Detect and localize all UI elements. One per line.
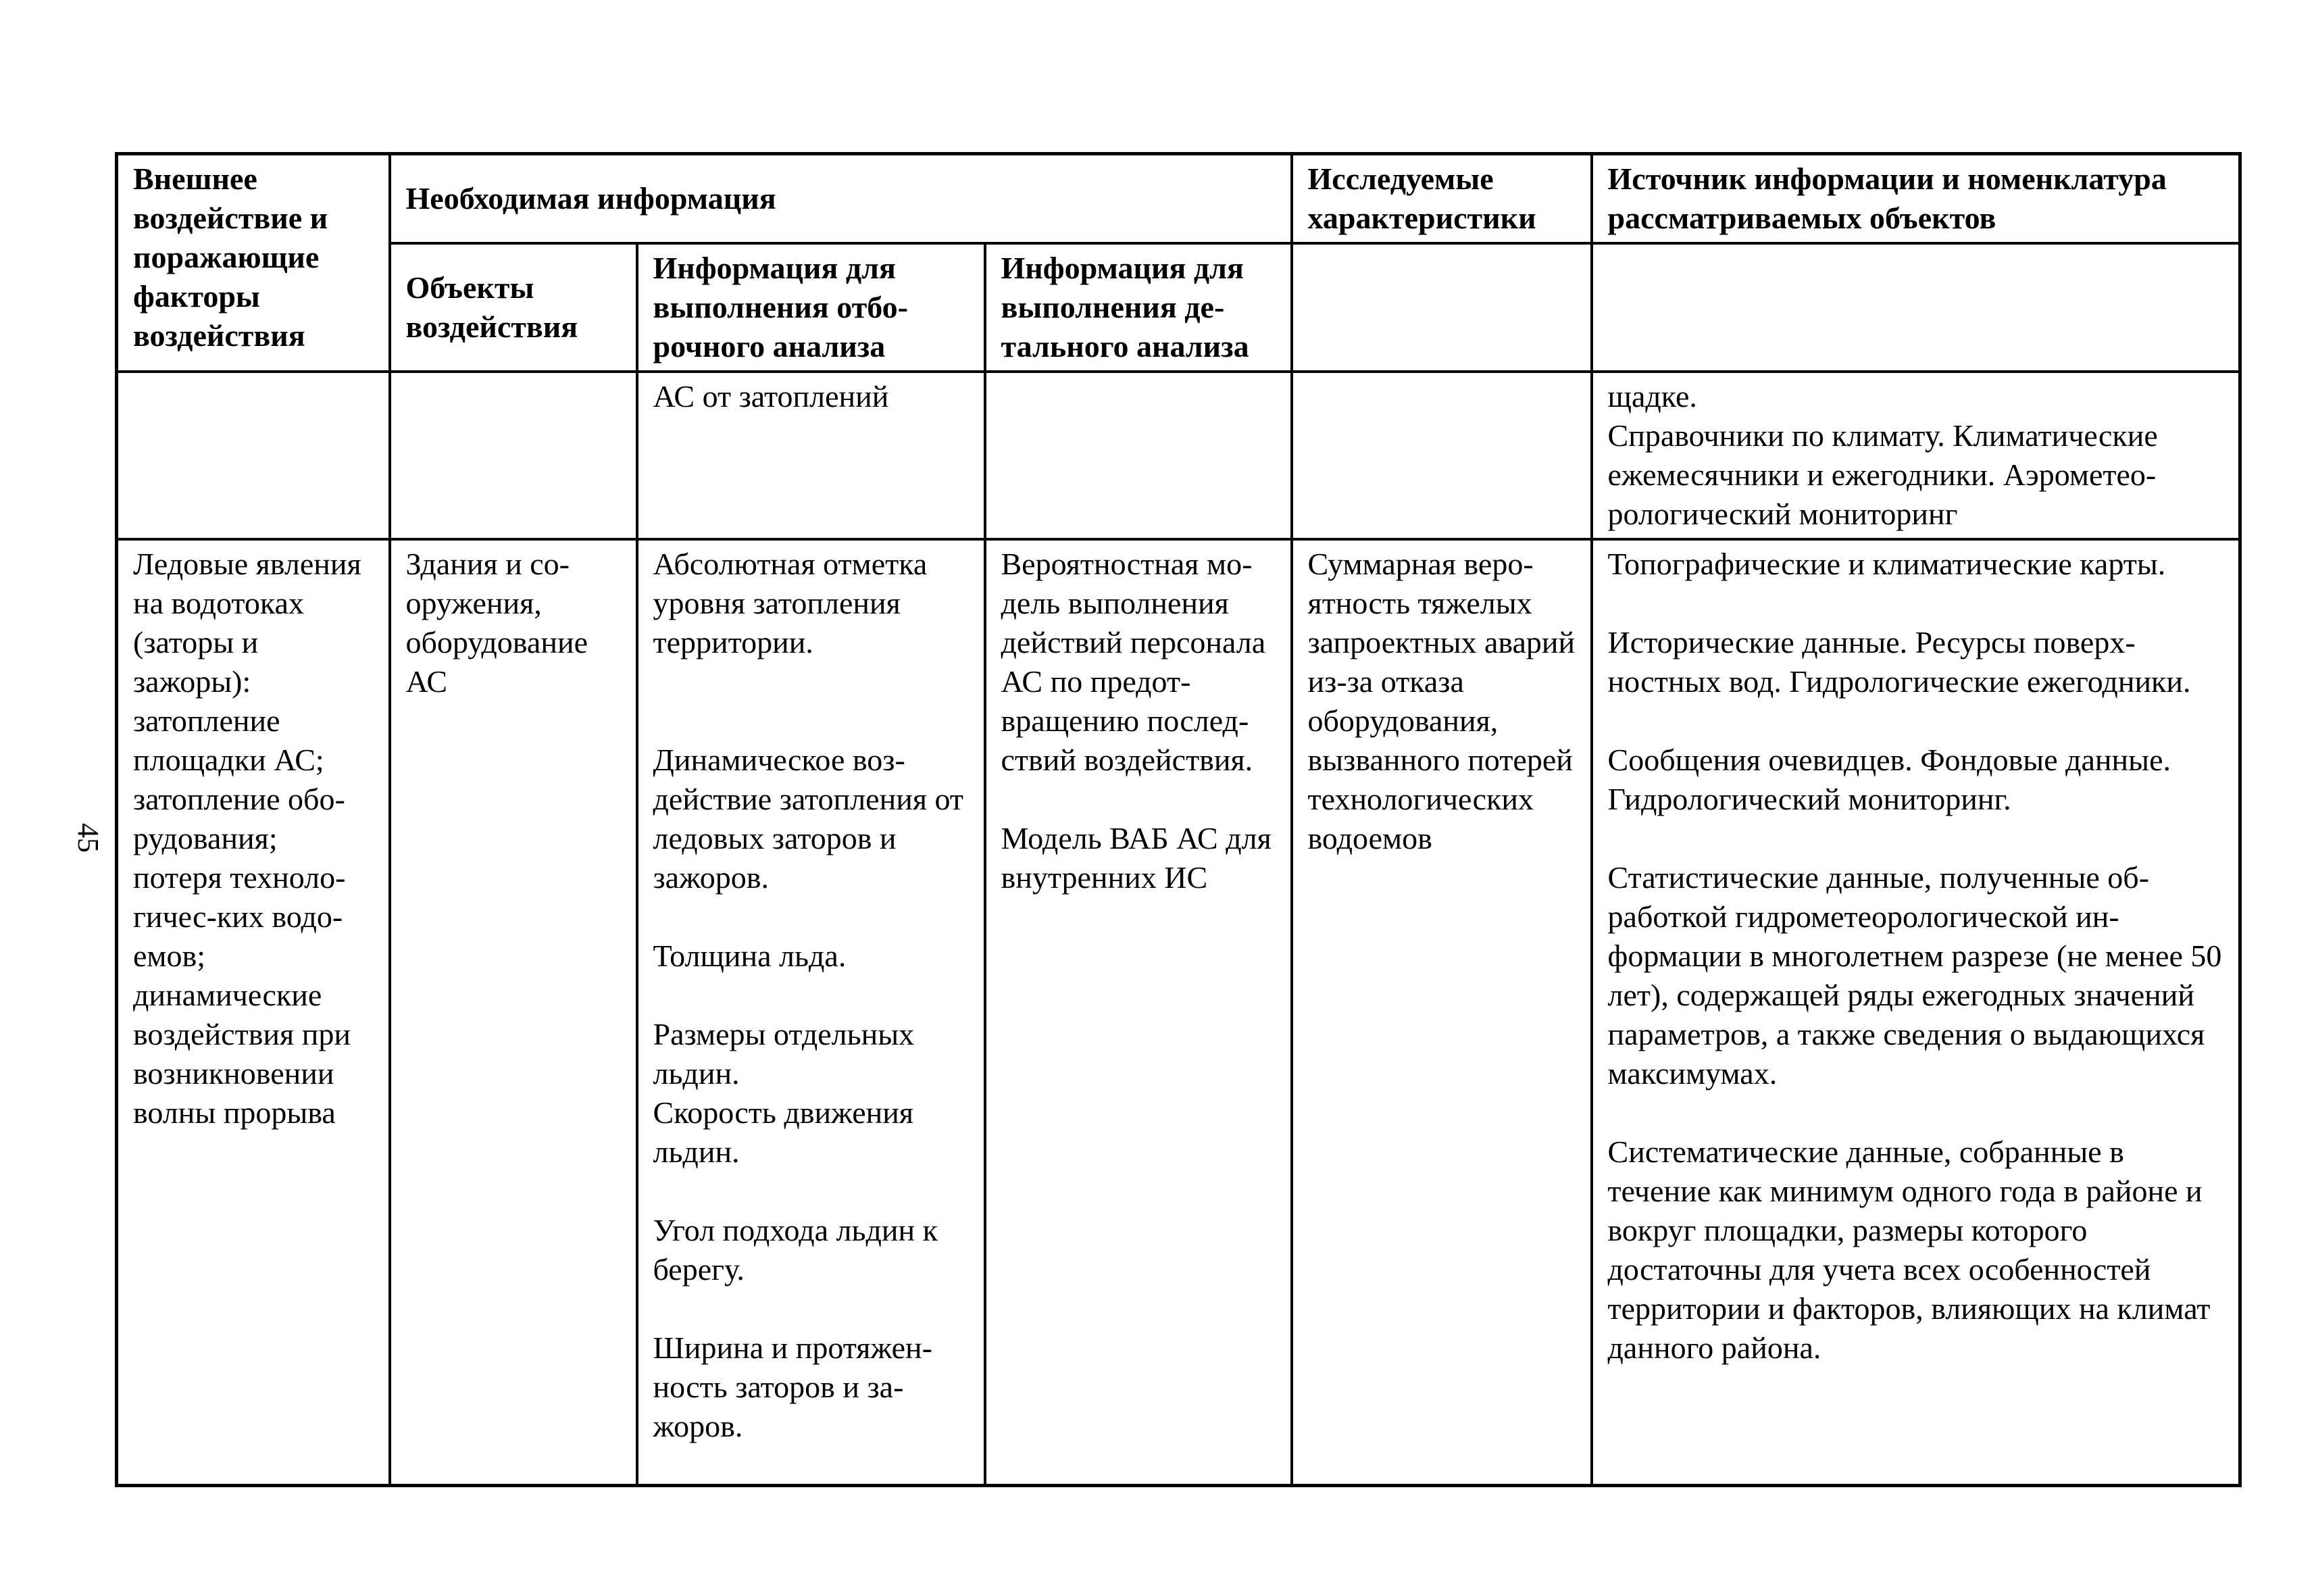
detailed-cell <box>985 539 1292 1485</box>
information-table <box>115 152 2242 1487</box>
cont-source-text: Справочники по климату. Климатические ежемесячники и ежегодники. Аэрометеорологический мониторинг <box>1607 418 2158 531</box>
detailed-item: Вероятностная модель выполнения действий персонала АС по предотвращению последствий воздействия. <box>1001 547 1266 777</box>
cont-source-text: щадке. <box>1607 379 1697 414</box>
screening-cell <box>637 539 985 1485</box>
header-detailed: Информация для выполнения детального анализа <box>985 243 1292 372</box>
header-source: Источник информации и номенклатура рассматриваемых объектов <box>1592 154 2240 244</box>
cont-objects-cell <box>390 372 637 539</box>
header-row-1 <box>117 154 2240 244</box>
cont-screening-cell: АС от затоплений <box>637 372 985 539</box>
ice-phenomena-row <box>117 539 2240 1485</box>
objects-cell: Здания и сооружения, оборудование АС <box>390 539 637 1485</box>
source-item: Сообщения очевидцев. Фондовые данные. Гидрологический мониторинг. <box>1607 743 2171 816</box>
source-cell <box>1592 539 2240 1485</box>
page-number: 45 <box>72 823 105 853</box>
screening-item: Динамическое воздействие затопления от ледовых заторов и зажоров. <box>653 743 963 895</box>
cont-characteristics-cell <box>1292 372 1592 539</box>
header-objects: Объекты воздействия <box>390 243 637 372</box>
header-impact: Внешнее воздействие и поражающие факторы воздействия <box>117 154 390 372</box>
header-source-empty <box>1592 243 2240 372</box>
source-item: Систематические данные, собранные в течение как минимум одного года в районе и вокруг площадки, размеры которого достаточны для учета всех особенностей территории и факторов, влияющих на климат данного района. <box>1607 1134 2211 1365</box>
header-row-2 <box>117 243 2240 372</box>
header-characteristics-empty <box>1292 243 1592 372</box>
cont-source-cell <box>1592 372 2240 539</box>
cont-impact-cell <box>117 372 390 539</box>
impact-cell: Ледовые явления на водотоках (заторы и зажоры): затопление площадки АС; затопление оборудования; потеря технологичес-ких водоемов; динамические воздействия при возникновении волны прорыва <box>117 539 390 1485</box>
detailed-item: Модель ВАБ АС для внутренних ИС <box>1001 821 1272 895</box>
continuation-row <box>117 372 2240 539</box>
screening-item: Скорость движения льдин. <box>653 1095 914 1169</box>
screening-item: Абсолютная отметка уровня затопления территории. <box>653 547 928 659</box>
cont-detailed-cell <box>985 372 1292 539</box>
screening-item: Толщина льда. <box>653 939 847 973</box>
header-characteristics: Исследуемые характеристики <box>1292 154 1592 244</box>
screening-item: Угол подхода льдин к берегу. <box>653 1213 938 1287</box>
header-necessary-info: Необходимая информация <box>390 154 1292 244</box>
screening-item: Ширина и протяженность заторов и зажоров. <box>653 1330 932 1443</box>
source-item: Исторические данные. Ресурсы поверхностных вод. Гидрологические ежегодники. <box>1607 625 2191 699</box>
header-screening: Информация для выполнения отборочного анализа <box>637 243 985 372</box>
source-item: Статистические данные, полученные обработкой гидрометеорологической информации в многолетнем разрезе (не менее 50 лет), содержащей ряды ежегодных значений параметров, а также сведения о выдающихся максимумах. <box>1607 860 2222 1091</box>
characteristics-cell: Суммарная вероятность тяжелых запроектных аварий из-за отказа оборудования, вызванного потерей технологических водоемов <box>1292 539 1592 1485</box>
screening-item: Размеры отдельных льдин. <box>653 1017 915 1091</box>
source-item: Топографические и климатические карты. <box>1607 547 2166 581</box>
